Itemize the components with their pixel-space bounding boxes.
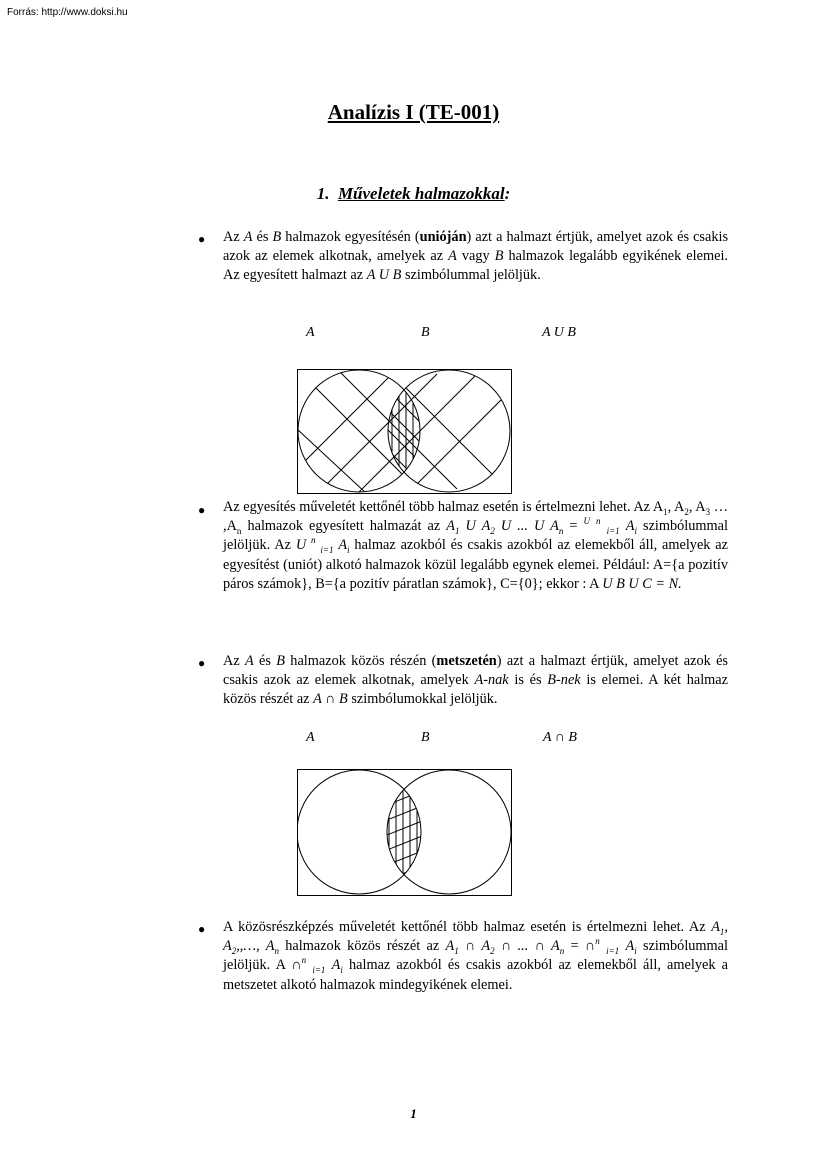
bullet-icon: ●: [198, 922, 206, 936]
bullet-icon: ●: [198, 232, 206, 246]
paragraph-union: Az A és B halmazok egyesítésén (unióján) azt a halmazt értjük, amelyet azok és csakis azok az elemek alkotnak, amelyek az A vagy B halmazok legalább egyikének elemei. Az egyesített halmazt az A U B szimbólummal jelöljük.: [223, 229, 729, 284]
paragraph-intersection-general: A közösrészképzés műveletét kettőnél több halmaz esetén is értelmezni lehet. Az $A_1$, $A_2,,\dots$, $A_n$ halmazok közös részét az $A_1$ ∩ $A_2$ ∩ ... ∩ $A_n$ = ∩$^n$ $_{i=1}$ $A_i$ szimbólummal jelöljük. A ∩$^n$ $_{i=1}$ $A_i$ halmaz azokból és csakis azokból az elemekből áll, amelyek a metszetet alkotó halmazok mindegyikének elemei.: [223, 919, 728, 993]
diagram1-label-result: A U B: [542, 325, 576, 340]
diagram2-label-a: A: [306, 730, 315, 745]
diagram1-label-a: A: [306, 325, 315, 340]
section-heading: [0, 184, 827, 204]
diagram2-label-b: B: [421, 730, 430, 745]
paragraph-union-general: Az egyesítés műveletét kettőnél több halmaz esetén is értelmezni lehet. Az $A_1$, $A_2$, $A_3$ … $,A_n$ halmazok egyesített halmazát az $A_1$ U $A_2$ U ... U $A_n = ^U$ $^n$ $_{i=1}$ $A_i$ szimbólummal jelöljük. Az U $^n$ $_{i=1}$ $A_i$ halmaz azokból és csakis azokból az elemekből áll, amelyek az egyesítést (uniót) alkotó halmazok közül legalább egynek elemei. Például: A={a pozitív páros számok}, B={a pozitív páratlan számok}, C={0}; ekkor : A U B U C = N.: [223, 499, 729, 592]
section-title: Műveletek halmazokkal: [337, 184, 505, 203]
section-number: 1.: [316, 184, 330, 203]
section-colon: :: [504, 184, 511, 203]
intersection-venn-diagram: [297, 769, 512, 896]
union-venn-diagram: [297, 369, 512, 494]
source-line: Forrás: http://www.doksi.hu: [7, 7, 128, 18]
bullet-icon: ●: [198, 656, 206, 670]
page-title: [0, 100, 827, 125]
page-number: 1: [410, 1106, 417, 1121]
diagram1-label-b: B: [421, 325, 430, 340]
bullet-icon: ●: [198, 503, 206, 517]
paragraph-intersection: Az A és B halmazok közös részén (metszetén) azt a halmazt értjük, amelyet azok és csakis azok az elemek alkotnak, amelyek A-nak is és B-nek is elemei. A két halmaz közös részét az A ∩ B szimbólumokkal jelöljük.: [223, 653, 729, 708]
title-text: Analízis I (TE-001): [327, 100, 500, 124]
diagram2-label-result: A ∩ B: [543, 730, 577, 745]
